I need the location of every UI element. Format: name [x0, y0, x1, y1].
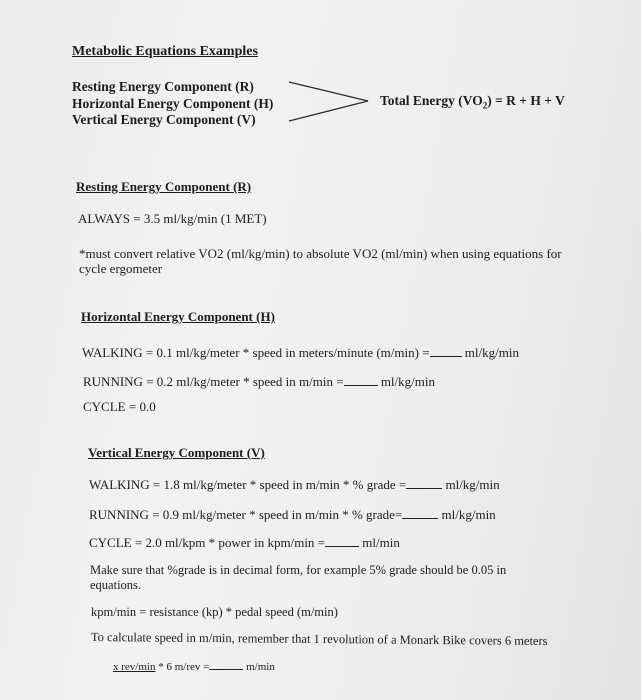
component-resting: Resting Energy Component (R) — [72, 79, 254, 94]
vertical-cycle-unit: ml/min — [362, 535, 400, 550]
page-title: Metabolic Equations Examples — [72, 44, 258, 59]
total-subscript: 2 — [482, 100, 488, 111]
total-suffix: ) = R + H + V — [487, 93, 565, 108]
horizontal-running-equation: RUNNING = 0.2 ml/kg/meter * speed in m/min = — [83, 374, 344, 389]
component-vertical: Vertical Energy Component (V) — [72, 112, 256, 127]
horizontal-walking — [82, 345, 519, 361]
vertical-walking-unit: ml/kg/min — [445, 477, 500, 492]
answer-blank — [402, 508, 438, 519]
vertical-cycle — [89, 535, 400, 551]
rev-unit: m/min — [246, 661, 275, 673]
vertical-running — [89, 507, 496, 523]
total-energy-equation — [380, 93, 565, 111]
resting-note-line2: cycle ergometer — [79, 261, 163, 276]
horizontal-cycle: CYCLE = 0.0 — [83, 399, 156, 414]
rev-per-min: x rev/min — [113, 661, 156, 673]
answer-blank — [344, 375, 378, 386]
vertical-heading: Vertical Energy Component (V) — [88, 445, 265, 460]
vertical-cycle-equation: CYCLE = 2.0 ml/kpm * power in kpm/min = — [89, 535, 326, 550]
resting-heading: Resting Energy Component (R) — [76, 179, 252, 194]
rev-conversion — [113, 659, 275, 673]
horizontal-walking-unit: ml/kg/min — [464, 345, 519, 360]
resting-note-line1: *must convert relative VO2 (ml/kg/min) to absolute VO2 (ml/min) when using equations for — [79, 246, 562, 261]
horizontal-heading: Horizontal Energy Component (H) — [81, 309, 275, 324]
answer-blank — [406, 478, 442, 489]
kpm-formula: kpm/min = resistance (kp) * pedal speed (m/min) — [91, 605, 338, 619]
grade-note-line2: equations. — [90, 578, 142, 592]
vertical-walking-equation: WALKING = 1.8 ml/kg/meter * speed in m/min * % grade = — [89, 477, 407, 492]
grade-note-line1: Make sure that %grade is in decimal form, for example 5% grade should be 0.05 in — [90, 563, 507, 577]
horizontal-walking-equation: WALKING = 0.1 ml/kg/meter * speed in meters/minute (m/min) = — [82, 345, 430, 360]
component-horizontal: Horizontal Energy Component (H) — [72, 96, 274, 111]
resting-always: ALWAYS = 3.5 ml/kg/min (1 MET) — [78, 211, 267, 226]
answer-blank — [325, 536, 359, 547]
vertical-running-unit: ml/kg/min — [441, 507, 496, 522]
speed-note: To calculate speed in m/min, remember that 1 revolution of a Monark Bike covers 6 meters — [90, 630, 548, 648]
answer-blank — [209, 659, 243, 670]
horizontal-running-unit: ml/kg/min — [380, 374, 435, 389]
vertical-running-equation: RUNNING = 0.9 ml/kg/meter * speed in m/min * % grade= — [89, 507, 403, 522]
answer-blank — [430, 346, 462, 357]
rev-multiplier: * 6 m/rev = — [155, 661, 210, 673]
horizontal-running — [83, 374, 435, 390]
total-prefix: Total Energy (VO — [380, 93, 483, 108]
vertical-walking — [89, 477, 500, 493]
